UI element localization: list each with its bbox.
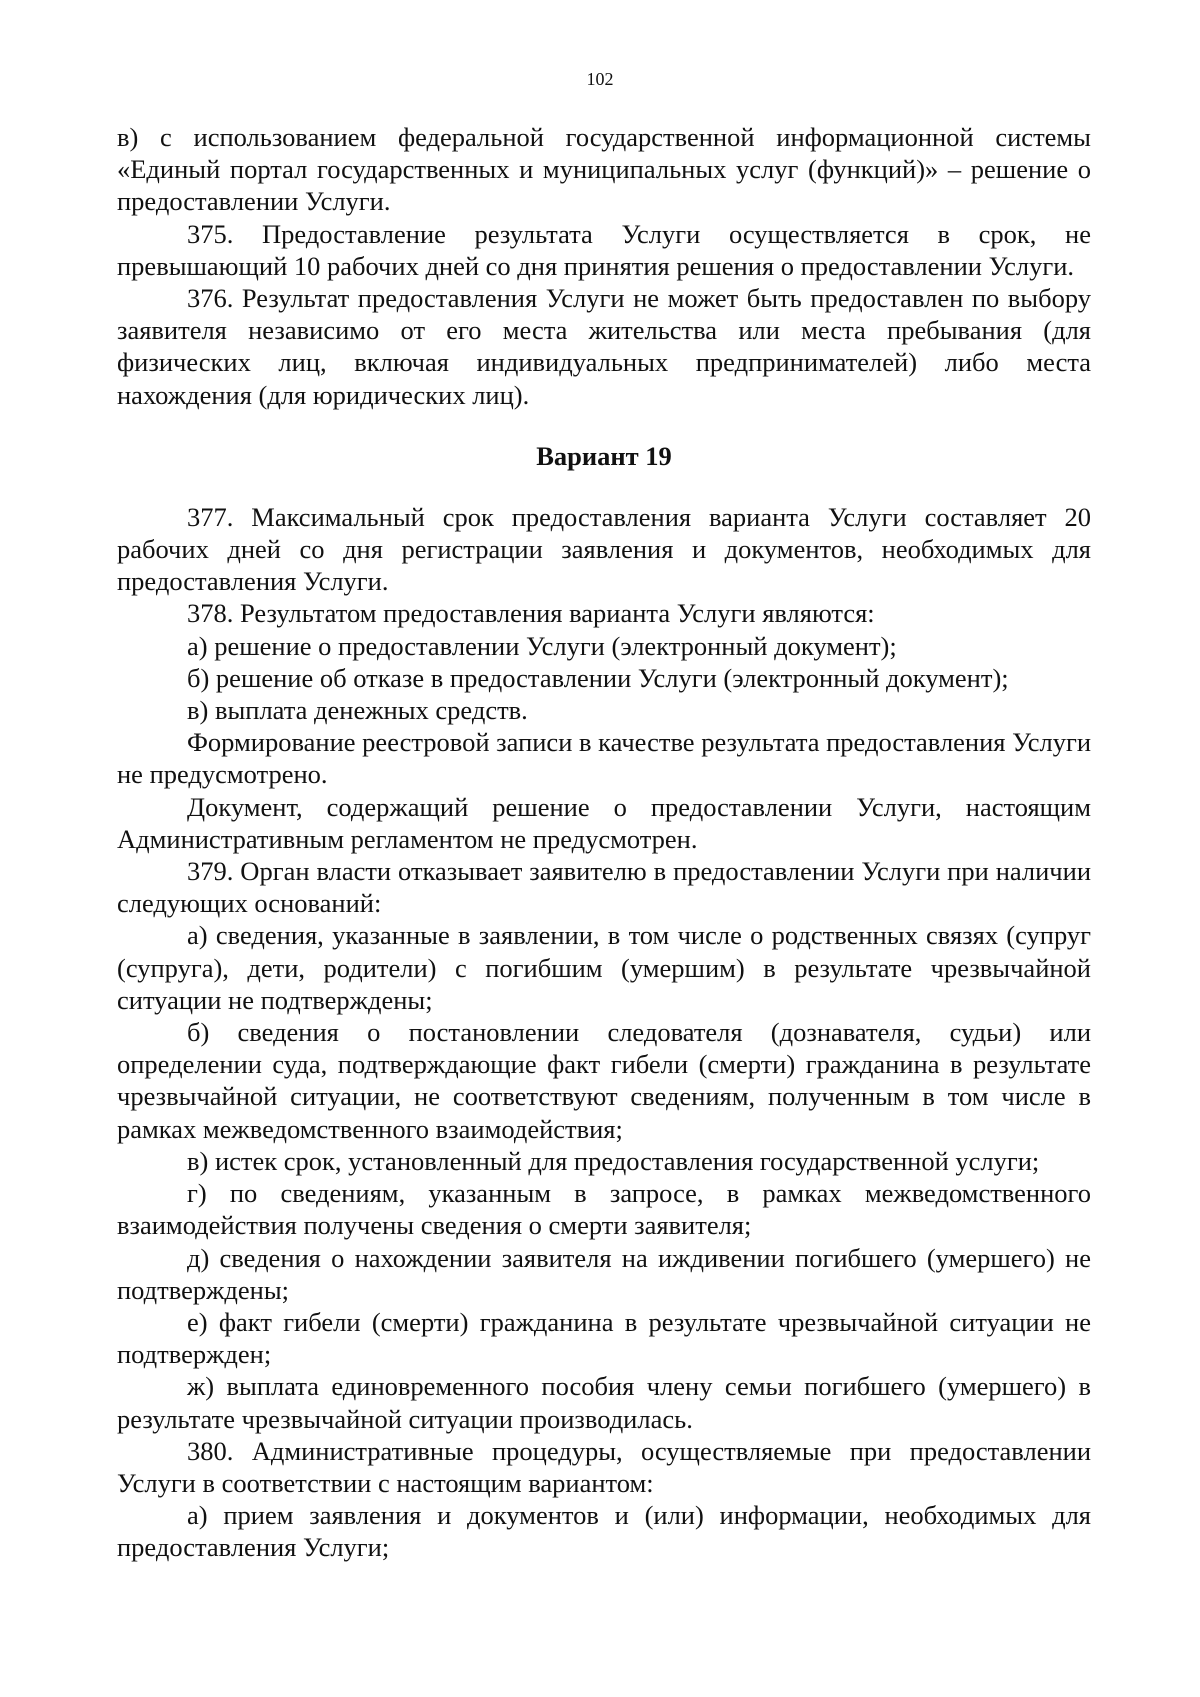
- paragraph-379-d: д) сведения о нахождении заявителя на иждивении погибшего (умершего) не подтверждены;: [117, 1242, 1091, 1305]
- paragraph-378: 378. Результатом предоставления варианта Услуги являются:: [187, 598, 875, 629]
- paragraph-379-a: а) сведения, указанные в заявлении, в том числе о родственных связях (супруг (супруга), дети, родители) с погибшим (умершим) в результате чрезвычайной ситуации не подтверждены;: [117, 920, 1091, 1015]
- paragraph-378-v: в) выплата денежных средств.: [187, 695, 528, 726]
- paragraph-378-b: б) решение об отказе в предоставлении Услуги (электронный документ);: [187, 662, 1009, 693]
- paragraph-item-v-continued: в) с использованием федеральной государственной информационной системы «Единый портал государственных и муниципальных услуг (функций)» – решение о предоставлении Услуги.: [117, 122, 1091, 217]
- paragraph-decision-document: Документ, содержащий решение о предоставлении Услуги, настоящим Административным регламентом не предусмотрен.: [117, 791, 1091, 854]
- paragraph-379-zh: ж) выплата единовременного пособия члену семьи погибшего (умершего) в результате чрезвычайной ситуации производилась.: [117, 1371, 1091, 1434]
- page-number: 102: [586, 69, 614, 89]
- paragraph-379-g: г) по сведениям, указанным в запросе, в рамках межведомственного взаимодействия получены сведения о смерти заявителя;: [117, 1178, 1091, 1241]
- paragraph-378-a: а) решение о предоставлении Услуги (электронный документ);: [187, 630, 897, 661]
- section-heading: Вариант 19: [536, 440, 672, 471]
- paragraph-376: 376. Результат предоставления Услуги не может быть предоставлен по выбору заявителя независимо от его места жительства или места пребывания (для физических лиц, включая индивидуальных предпринимателей) либо места нахождения (для юридических лиц).: [117, 283, 1091, 410]
- paragraph-380: 380. Административные процедуры, осуществляемые при предоставлении Услуги в соответствии с настоящим вариантом:: [117, 1435, 1091, 1498]
- paragraph-379: 379. Орган власти отказывает заявителю в предоставлении Услуги при наличии следующих оснований:: [117, 856, 1091, 919]
- paragraph-379-b: б) сведения о постановлении следователя (дознавателя, судьи) или определении суда, подтверждающие факт гибели (смерти) гражданина в результате чрезвычайной ситуации, не соответствуют сведениям, полученным в том числе в рамках межведомственного взаимодействия;: [117, 1017, 1091, 1144]
- paragraph-registry-record: Формирование реестровой записи в качестве результата предоставления Услуги не предусмотрено.: [117, 727, 1091, 790]
- paragraph-379-v: в) истек срок, установленный для предоставления государственной услуги;: [187, 1145, 1040, 1176]
- paragraph-380-a: а) прием заявления и документов и (или) информации, необходимых для предоставления Услуги;: [117, 1500, 1091, 1563]
- paragraph-375: 375. Предоставление результата Услуги осуществляется в срок, не превышающий 10 рабочих дней со дня принятия решения о предоставлении Услуги.: [117, 218, 1091, 281]
- paragraph-377: 377. Максимальный срок предоставления варианта Услуги составляет 20 рабочих дней со дня регистрации заявления и документов, необходимых для предоставления Услуги.: [117, 501, 1091, 597]
- paragraph-379-e: е) факт гибели (смерти) гражданина в результате чрезвычайной ситуации не подтвержден;: [117, 1306, 1091, 1370]
- document-body: [117, 121, 1091, 1564]
